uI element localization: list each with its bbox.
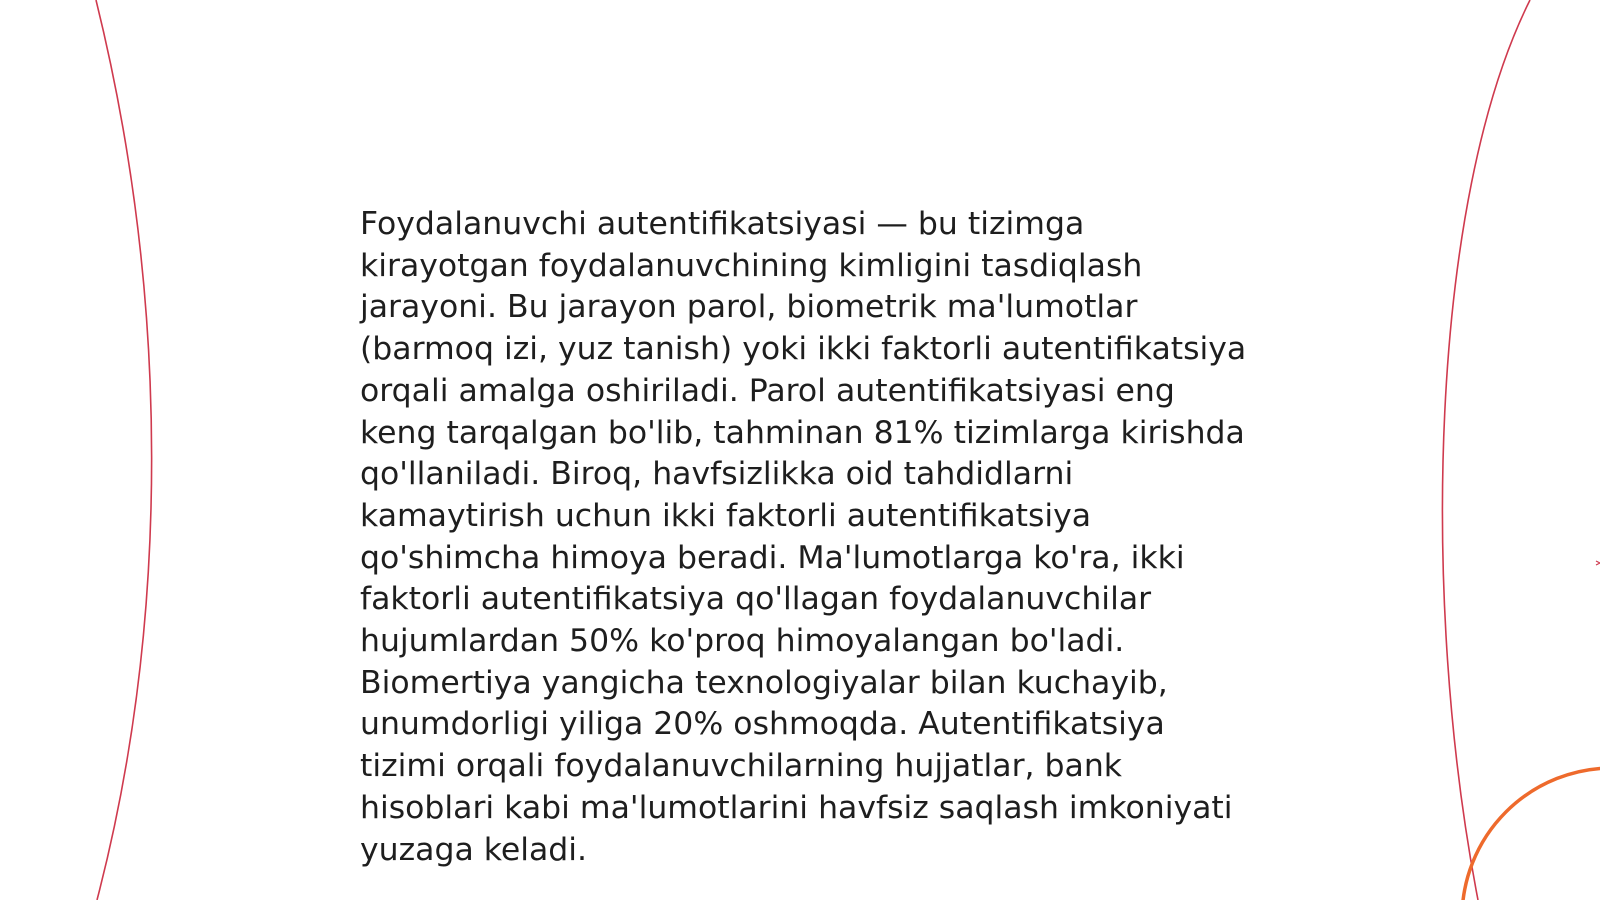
- body-paragraph: Foydalanuvchi autentifikatsiyasi — bu tizimga kirayotgan foydalanuvchining kimligini tasdiqlash jarayoni. Bu jarayon parol, biometrik ma'lumotlar (barmoq izi, yuz tanish) yoki ikki faktorli autentifikatsiya orqali amalga oshiriladi. Parol autentifikatsiyasi eng keng tarqalgan bo'lib, tahminan 81% tizimlarga kirishda qo'llaniladi. Biroq, havfsizlikka oid tahdidlarni kamaytirish uchun ikki faktorli autentifikatsiya qo'shimcha himoya beradi. Ma'lumotlarga ko'ra, ikki faktorli autentifikatsiya qo'llagan foydalanuvchilar hujumlardan 50% ko'proq himoyalangan bo'ladi. Biomertiya yangicha texnologiyalar bilan kuchayib, unumdorligi yiliga 20% oshmoqda. Autentifikatsiya tizimi orqali foydalanuvchilarning hujjatlar, bank hisoblari kabi ma'lumotlarini havfsiz saqlash imkoniyati yuzaga keladi.: [360, 206, 1247, 868]
- left-curve-line: [96, 0, 152, 900]
- orange-accent-circle: [1462, 768, 1600, 900]
- right-curve-line: [1442, 0, 1530, 900]
- small-arrow-icon: [1596, 561, 1600, 565]
